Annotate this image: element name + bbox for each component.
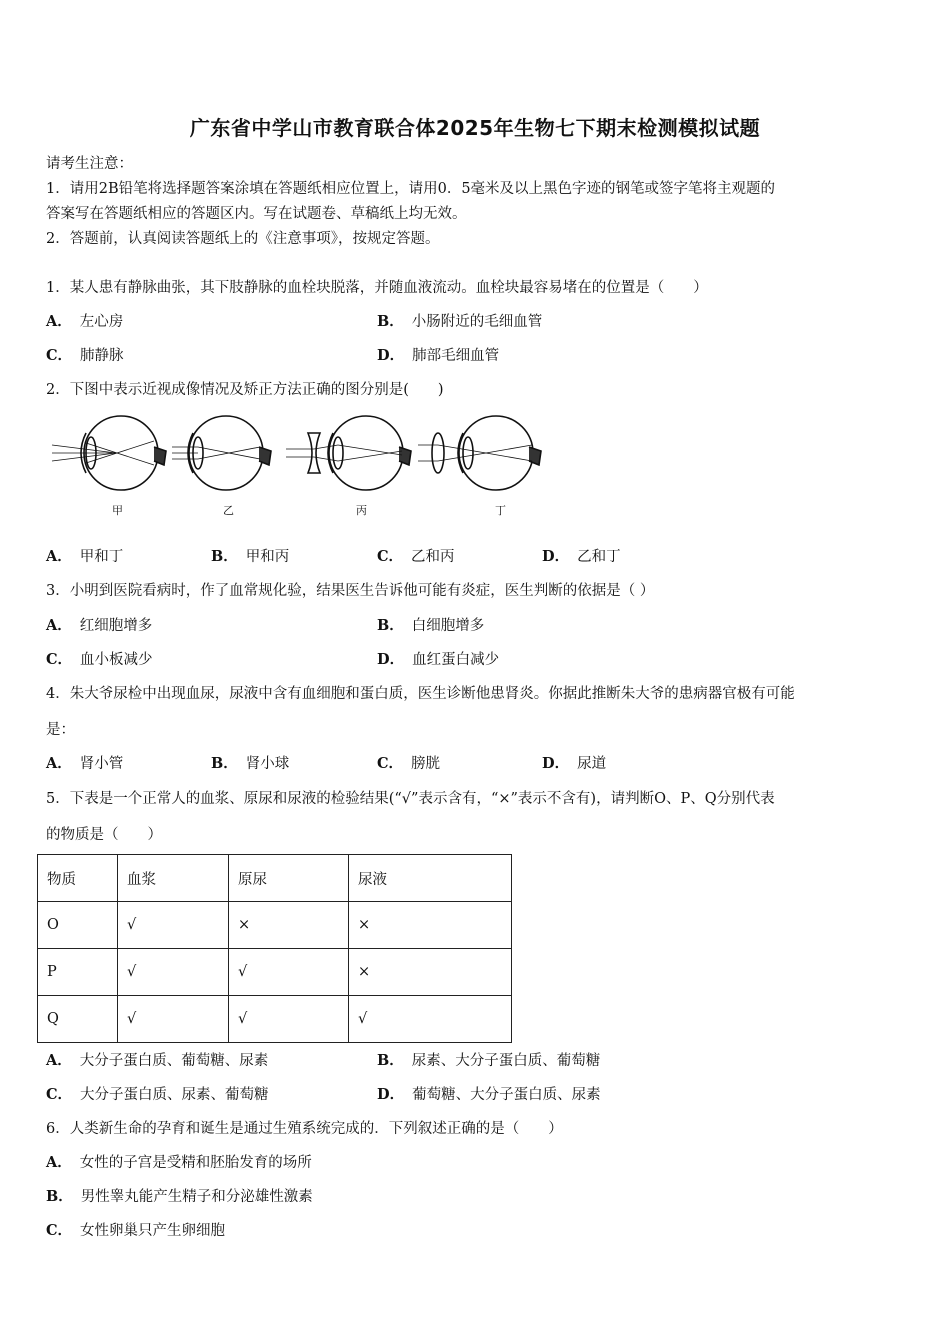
eye-diagram-jia <box>52 416 166 490</box>
table-cell: O <box>38 902 118 949</box>
notice-item-1-line-2: 答案写在答题纸相应的答题区内。写在试题卷、草稿纸上均无效。 <box>46 206 467 222</box>
q4-option-d[interactable]: D． 尿道 <box>542 755 607 772</box>
eye-diagram-bing <box>286 416 411 490</box>
q3-option-a[interactable]: A． 红细胞增多 <box>46 617 153 634</box>
q2-option-a[interactable]: A． 甲和丁 <box>46 548 124 565</box>
q1-option-c[interactable]: C． 肺静脉 <box>46 347 124 364</box>
q1-stem: 1．某人患有静脉曲张，其下肢静脉的血栓块脱落，并随血液流动。血栓块最容易堵在的位置是（ ） <box>46 280 708 296</box>
table-cell: × <box>349 902 512 949</box>
q1-option-b[interactable]: B． 小肠附近的毛细血管 <box>377 313 543 330</box>
q5-option-a[interactable]: A． 大分子蛋白质、葡萄糖、尿素 <box>46 1052 269 1069</box>
eye-diagram-yi <box>172 416 271 490</box>
table-cell: × <box>349 949 512 996</box>
q5-option-c[interactable]: C． 大分子蛋白质、尿素、葡萄糖 <box>46 1086 269 1103</box>
table-cell: × <box>229 902 349 949</box>
q4-option-b[interactable]: B． 肾小球 <box>211 755 290 772</box>
page-title: 广东省中学山市教育联合体2025年生物七下期末检测模拟试题 <box>189 116 761 140</box>
q3-option-d[interactable]: D． 血红蛋白减少 <box>377 651 500 668</box>
q4-option-a[interactable]: A． 肾小管 <box>46 755 124 772</box>
q5-option-d[interactable]: D． 葡萄糖、大分子蛋白质、尿素 <box>377 1086 601 1103</box>
q2-option-d[interactable]: D． 乙和丁 <box>542 548 621 565</box>
table-cell: √ <box>349 996 512 1043</box>
table-row <box>38 949 512 996</box>
q6-stem: 6．人类新生命的孕育和诞生是通过生殖系统完成的．下列叙述正确的是（ ） <box>46 1121 563 1137</box>
table-header-cell: 尿液 <box>349 855 512 902</box>
q1-option-a[interactable]: A． 左心房 <box>46 313 124 330</box>
figure-label-jia: 甲 <box>112 504 123 517</box>
table-header-cell: 原尿 <box>229 855 349 902</box>
q3-stem: 3．小明到医院看病时，作了血常规化验，结果医生告诉他可能有炎症，医生判断的依据是（ ） <box>46 583 655 599</box>
figure-label-yi: 乙 <box>223 504 234 517</box>
table-cell: √ <box>229 996 349 1043</box>
q4-option-c[interactable]: C． 膀胱 <box>377 755 441 772</box>
table-row <box>38 902 512 949</box>
table-cell: √ <box>118 902 229 949</box>
table-header-cell: 物质 <box>38 855 118 902</box>
q3-option-c[interactable]: C． 血小板减少 <box>46 651 153 668</box>
q6-option-b[interactable]: B． 男性睾丸能产生精子和分泌雄性激素 <box>46 1188 313 1205</box>
q4-stem-line-2: 是： <box>46 722 75 738</box>
notice-item-1-line-1: 1．请用2B铅笔将选择题答案涂填在答题纸相应位置上，请用0．5毫米及以上黑色字迹的钢笔或签字笔将主观题的 <box>46 181 776 197</box>
table-cell: √ <box>118 949 229 996</box>
table-row <box>38 996 512 1043</box>
q5-stem-line-1: 5．下表是一个正常人的血浆、原尿和尿液的检验结果(“√”表示含有，“×”表示不含有)，请判断O、P、Q分别代表 <box>46 791 775 807</box>
figure-label-bing: 丙 <box>356 504 367 517</box>
figure-label-ding: 丁 <box>495 504 506 517</box>
q5-stem-line-2: 的物质是（ ） <box>46 827 162 843</box>
eye-diagram-ding <box>418 416 541 490</box>
table-cell: √ <box>229 949 349 996</box>
q2-option-c[interactable]: C． 乙和丙 <box>377 548 455 565</box>
lab-results-table <box>37 854 512 1043</box>
q6-option-a[interactable]: A． 女性的子宫是受精和胚胎发育的场所 <box>46 1154 312 1171</box>
q1-option-d[interactable]: D． 肺部毛细血管 <box>377 347 500 364</box>
q6-option-c[interactable]: C． 女性卵巢只产生卵细胞 <box>46 1222 226 1239</box>
table-cell: Q <box>38 996 118 1043</box>
q2-stem: 2．下图中表示近视成像情况及矫正方法正确的图分别是( ) <box>46 382 444 398</box>
q5-option-b[interactable]: B． 尿素、大分子蛋白质、葡萄糖 <box>377 1052 601 1069</box>
table-cell: √ <box>118 996 229 1043</box>
q3-option-b[interactable]: B． 白细胞增多 <box>377 617 485 634</box>
table-cell: P <box>38 949 118 996</box>
notice-item-2: 2．答题前，认真阅读答题纸上的《注意事项》，按规定答题。 <box>46 231 440 247</box>
notice-heading: 请考生注意： <box>46 156 133 172</box>
table-header-row <box>38 855 512 902</box>
q4-stem-line-1: 4．朱大爷尿检中出现血尿，尿液中含有血细胞和蛋白质，医生诊断他患肾炎。你据此推断朱大爷的患病器官极有可能 <box>46 686 795 702</box>
q2-option-b[interactable]: B． 甲和丙 <box>211 548 290 565</box>
table-header-cell: 血浆 <box>118 855 229 902</box>
